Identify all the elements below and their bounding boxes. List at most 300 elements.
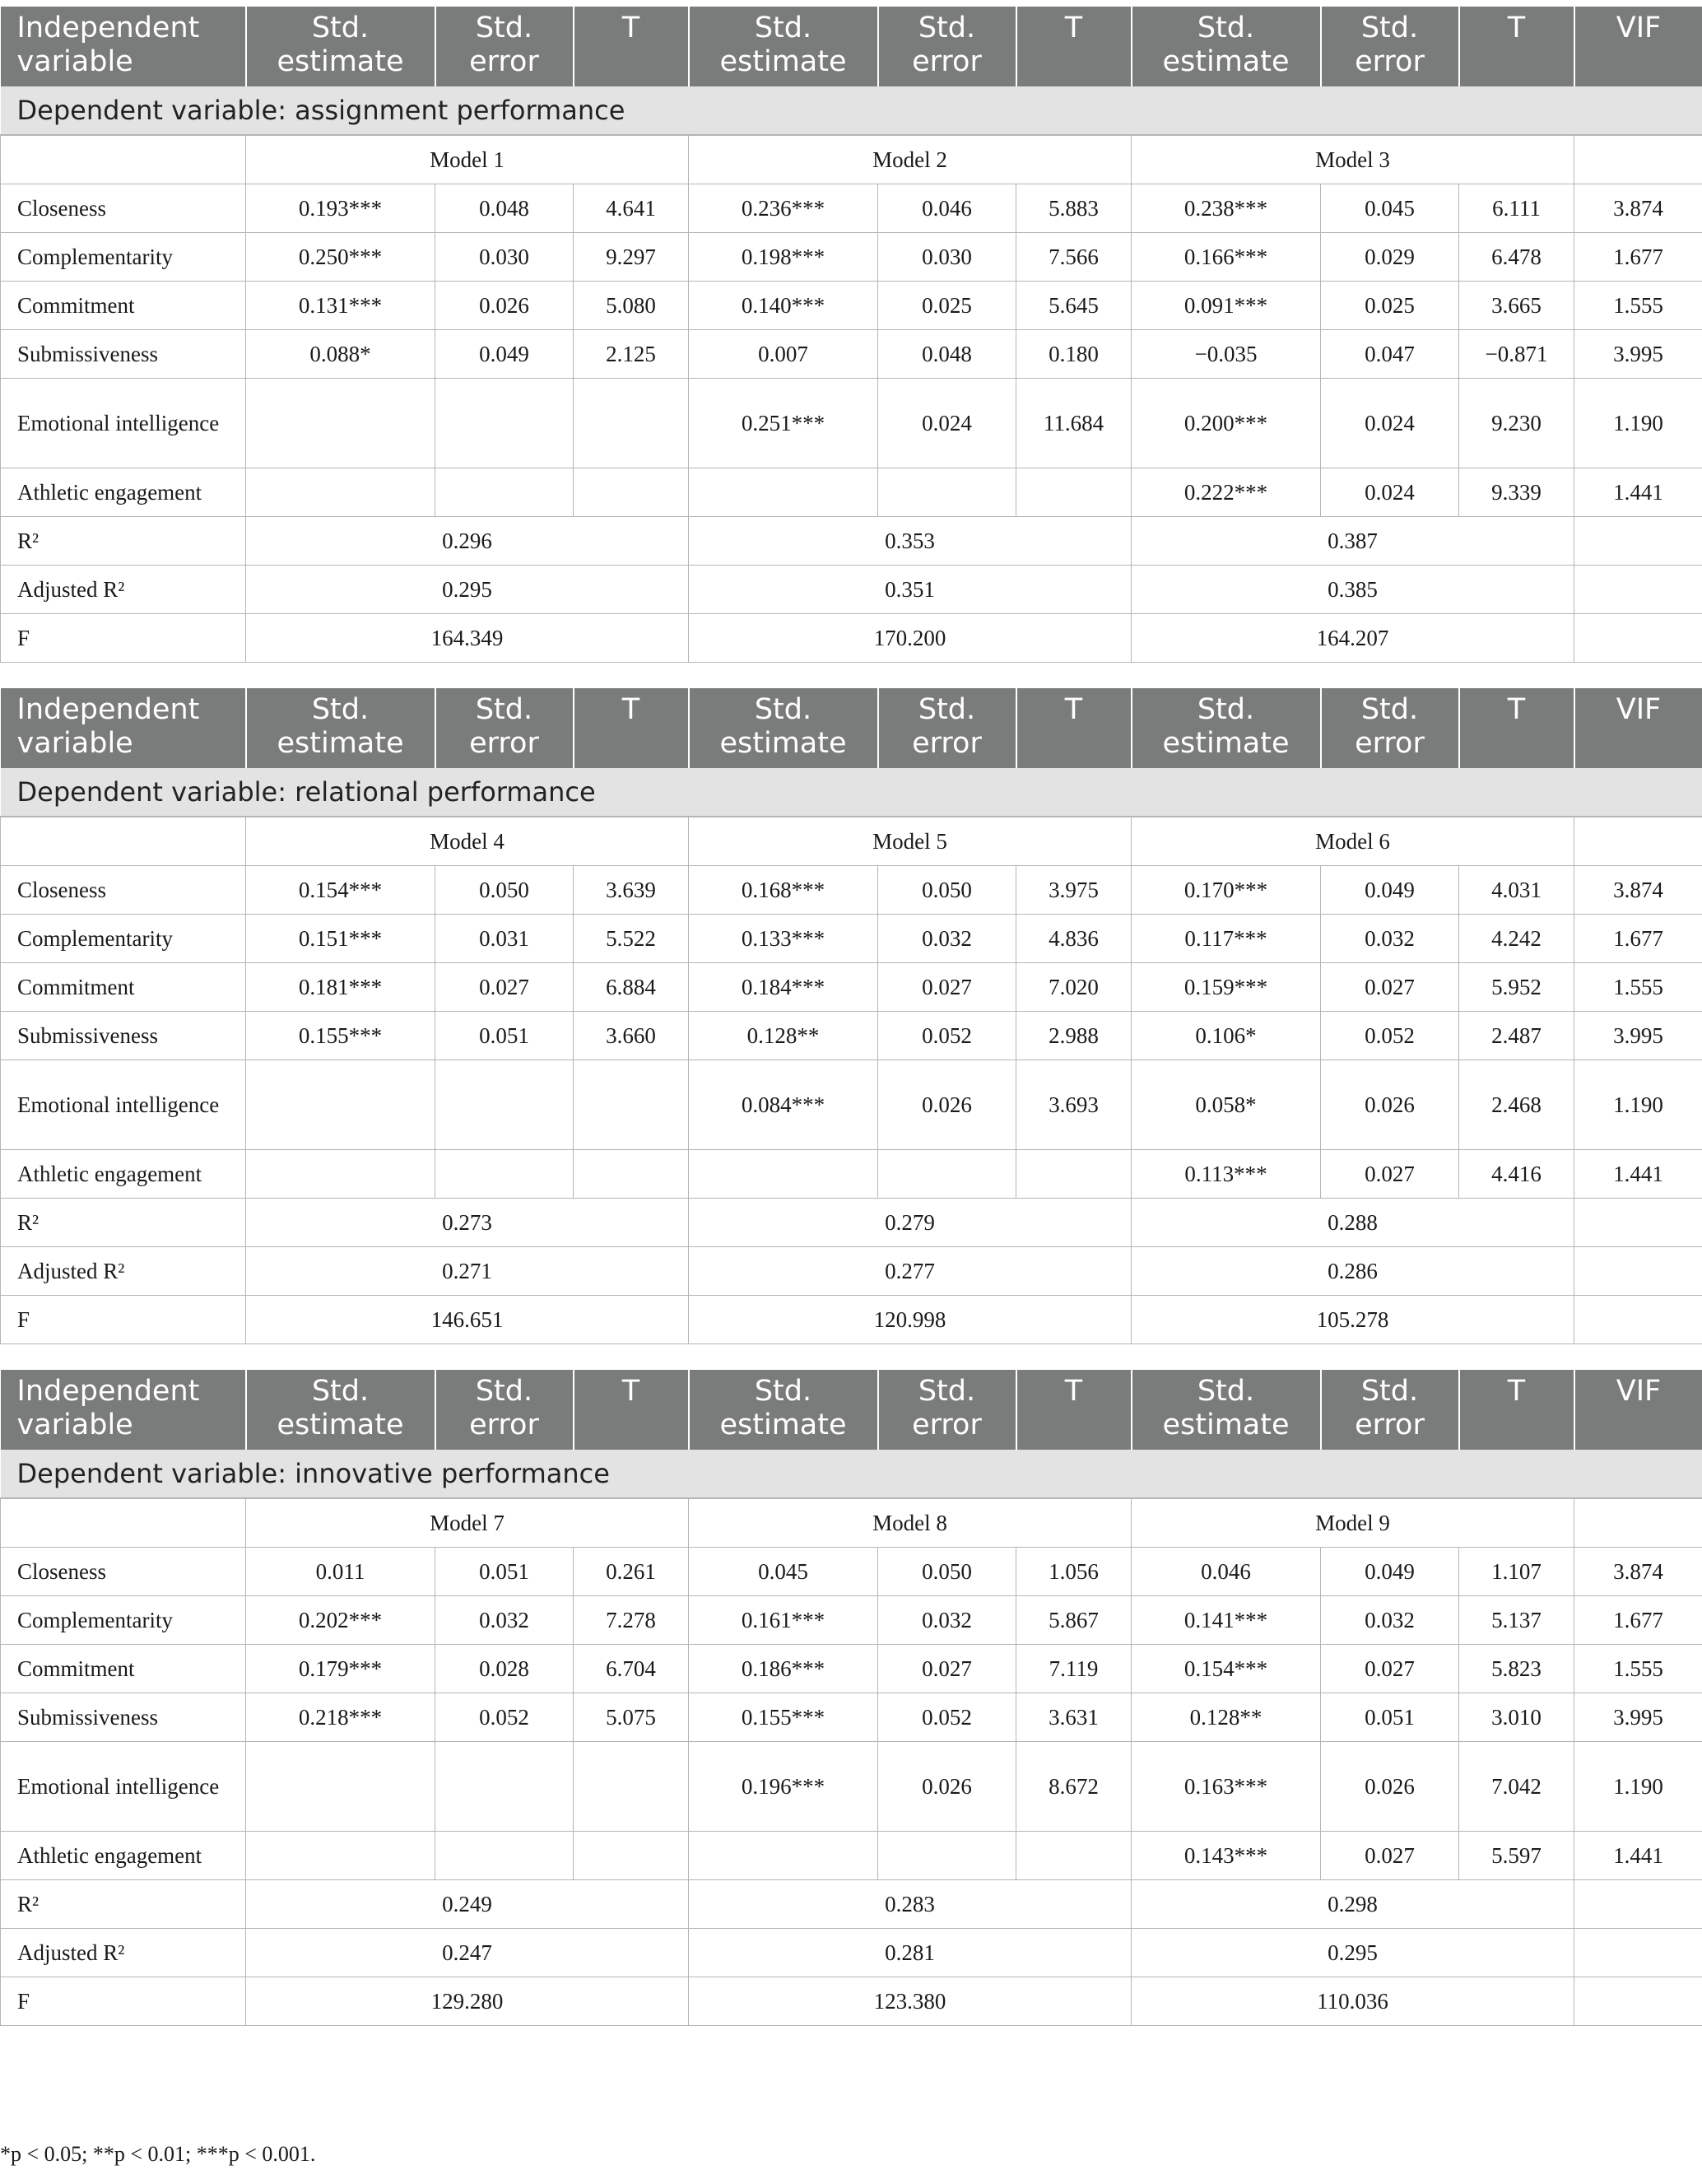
table-cell [246,1832,435,1880]
table-cell: 0.154*** [1132,1645,1321,1693]
table-cell: 7.020 [1016,963,1132,1012]
table-cell: 1.190 [1574,1742,1702,1832]
table-cell: 0.106* [1132,1012,1321,1060]
table-cell: 1.677 [1574,915,1702,963]
table-cell: 0.251*** [689,379,878,468]
header-row [1,1370,1702,1450]
empty-cell [1574,1929,1702,1977]
row-f [1,1977,1702,2026]
table-cell [246,1060,435,1150]
empty-cell [1574,1199,1702,1247]
table-cell: 0.155*** [689,1693,878,1742]
header-vif: VIF [1574,1370,1702,1450]
row-complementarity [1,915,1702,963]
table-cell: −0.871 [1459,330,1574,379]
table-cell [435,1150,574,1199]
table-cell [246,379,435,468]
table-cell: 0.030 [435,233,574,282]
empty-cell [1574,135,1702,184]
row-label: Adjusted R² [1,1929,246,1977]
summary-value: 129.280 [246,1977,689,2026]
table-cell: 1.190 [1574,1060,1702,1150]
row-adjusted-r2 [1,1247,1702,1296]
table-cell: 0.117*** [1132,915,1321,963]
row-label: F [1,1977,246,2026]
table-cell: 0.028 [435,1645,574,1693]
row-adjusted-r2 [1,566,1702,614]
table-cell: 3.665 [1459,282,1574,330]
row-label: Adjusted R² [1,566,246,614]
summary-value: 0.279 [689,1199,1132,1247]
model-label: Model 2 [689,135,1132,184]
table-cell: 2.988 [1016,1012,1132,1060]
model-row [1,1498,1702,1548]
table-cell: 1.190 [1574,379,1702,468]
regression-table-2 [0,688,1702,1344]
table-cell: 0.045 [1321,184,1459,233]
header-t: T [1016,688,1132,768]
table-cell: 0.084*** [689,1060,878,1150]
model-label: Model 5 [689,817,1132,866]
empty-cell [1574,1880,1702,1929]
table-cell [574,1832,689,1880]
table-cell: 5.823 [1459,1645,1574,1693]
summary-value: 123.380 [689,1977,1132,2026]
table-cell: 0.180 [1016,330,1132,379]
model-label: Model 3 [1132,135,1574,184]
table-cell: 0.048 [435,184,574,233]
row-label: Athletic engagement [1,1832,246,1880]
table-cell: 3.874 [1574,866,1702,915]
header-std-estimate: Std. estimate [689,7,878,86]
row-label: Emotional intelligence [1,1060,246,1150]
row-complementarity [1,1596,1702,1645]
row-label: Closeness [1,1548,246,1596]
summary-value: 0.298 [1132,1880,1574,1929]
table-cell: 3.995 [1574,330,1702,379]
table-cell [1016,1150,1132,1199]
table-cell: 0.048 [878,330,1016,379]
row-label: Athletic engagement [1,468,246,517]
header-std-error: Std. error [878,1370,1016,1450]
table-cell: 0.007 [689,330,878,379]
table-cell: 0.261 [574,1548,689,1596]
model-label: Model 4 [246,817,689,866]
table-cell: 4.836 [1016,915,1132,963]
table-cell: 0.168*** [689,866,878,915]
table-cell: 0.031 [435,915,574,963]
table-cell: 1.677 [1574,1596,1702,1645]
table-cell: 0.032 [1321,1596,1459,1645]
table-cell: −0.035 [1132,330,1321,379]
model-label: Model 9 [1132,1498,1574,1548]
row-label: F [1,1296,246,1344]
table-cell: 0.051 [435,1548,574,1596]
table-cell: 1.441 [1574,1832,1702,1880]
table-cell: 6.478 [1459,233,1574,282]
header-std-error: Std. error [1321,688,1459,768]
table-cell [1016,1832,1132,1880]
table-cell: 0.026 [878,1060,1016,1150]
table-cell: 0.027 [878,1645,1016,1693]
table-cell: 0.202*** [246,1596,435,1645]
row-athletic-engagement [1,1150,1702,1199]
table-cell: 7.042 [1459,1742,1574,1832]
table-cell [574,1742,689,1832]
summary-value: 0.353 [689,517,1132,566]
table-cell: 1.677 [1574,233,1702,282]
table-cell: 1.107 [1459,1548,1574,1596]
table-cell: 0.032 [878,1596,1016,1645]
table-cell: 6.884 [574,963,689,1012]
table-cell: 8.672 [1016,1742,1132,1832]
row-closeness [1,1548,1702,1596]
empty-cell [1574,1247,1702,1296]
table-cell: 0.193*** [246,184,435,233]
row-emotional-intelligence [1,379,1702,468]
table-cell [435,1742,574,1832]
table-cell: 0.026 [435,282,574,330]
table-cell: 0.128** [689,1012,878,1060]
table-cell: 3.639 [574,866,689,915]
table-cell: 4.242 [1459,915,1574,963]
table-cell [246,1742,435,1832]
table-cell: 0.029 [1321,233,1459,282]
table-cell: 0.198*** [689,233,878,282]
table-cell [689,1150,878,1199]
row-r2 [1,1199,1702,1247]
row-r2 [1,517,1702,566]
table-cell: 3.874 [1574,1548,1702,1596]
table-cell: 0.166*** [1132,233,1321,282]
summary-value: 0.277 [689,1247,1132,1296]
dependent-variable-label: Dependent variable: assignment performance [1,86,1702,135]
table-cell: 0.027 [1321,1645,1459,1693]
regression-table-1 [0,7,1702,663]
footnote-text: *p < 0.05; **p < 0.01; ***p < 0.001. [0,2142,316,2166]
table-cell: 0.179*** [246,1645,435,1693]
table-cell: 0.026 [1321,1742,1459,1832]
table-cell: 0.163*** [1132,1742,1321,1832]
table-cell: 5.867 [1016,1596,1132,1645]
table-cell: 5.645 [1016,282,1132,330]
header-vif: VIF [1574,688,1702,768]
table-cell: 5.080 [574,282,689,330]
header-t: T [574,688,689,768]
row-label: Emotional intelligence [1,379,246,468]
summary-value: 164.349 [246,614,689,663]
header-std-error: Std. error [435,1370,574,1450]
table-cell: 0.151*** [246,915,435,963]
table-cell: 1.056 [1016,1548,1132,1596]
summary-value: 0.271 [246,1247,689,1296]
empty-cell [1574,566,1702,614]
header-std-estimate: Std. estimate [689,688,878,768]
table-cell: 11.684 [1016,379,1132,468]
table-cell: 0.027 [435,963,574,1012]
table-cell: 0.047 [1321,330,1459,379]
header-std-estimate: Std. estimate [246,7,435,86]
table-cell: 0.238*** [1132,184,1321,233]
summary-value: 110.036 [1132,1977,1574,2026]
table-cell: 3.660 [574,1012,689,1060]
header-std-estimate: Std. estimate [1132,7,1321,86]
table-cell: 9.230 [1459,379,1574,468]
table-cell: 0.025 [1321,282,1459,330]
table-cell [689,1832,878,1880]
table-cell: 1.441 [1574,468,1702,517]
empty-cell [1574,614,1702,663]
header-std-error: Std. error [435,7,574,86]
table-cell [1016,468,1132,517]
row-submissiveness [1,1693,1702,1742]
model-label: Model 7 [246,1498,689,1548]
header-std-estimate: Std. estimate [246,688,435,768]
table-cell: 0.140*** [689,282,878,330]
table-cell: 0.052 [878,1012,1016,1060]
row-emotional-intelligence [1,1742,1702,1832]
row-complementarity [1,233,1702,282]
model-label: Model 1 [246,135,689,184]
table-cell: 5.883 [1016,184,1132,233]
empty-cell [1574,817,1702,866]
table-cell: 0.170*** [1132,866,1321,915]
table-cell: 5.952 [1459,963,1574,1012]
empty-cell [1,817,246,866]
row-submissiveness [1,1012,1702,1060]
table-cell: 0.141*** [1132,1596,1321,1645]
table-cell: 6.704 [574,1645,689,1693]
table-cell [246,1150,435,1199]
table-cell: 0.143*** [1132,1832,1321,1880]
significance-footnote [0,2142,315,2167]
table-cell: 2.468 [1459,1060,1574,1150]
table-cell: 0.032 [878,915,1016,963]
row-label: Closeness [1,184,246,233]
summary-value: 120.998 [689,1296,1132,1344]
table-cell [435,1832,574,1880]
header-t: T [1459,7,1574,86]
header-t: T [574,1370,689,1450]
table-cell [878,1150,1016,1199]
table-cell: 0.027 [878,963,1016,1012]
summary-value: 0.387 [1132,517,1574,566]
table-cell [574,379,689,468]
table-cell: 0.049 [435,330,574,379]
summary-value: 0.296 [246,517,689,566]
empty-cell [1574,1296,1702,1344]
model-row [1,817,1702,866]
header-std-error: Std. error [878,688,1016,768]
model-label: Model 6 [1132,817,1574,866]
header-row [1,688,1702,768]
header-t: T [574,7,689,86]
table-cell: 5.075 [574,1693,689,1742]
table-cell: 0.030 [878,233,1016,282]
summary-value: 0.273 [246,1199,689,1247]
row-closeness [1,866,1702,915]
row-athletic-engagement [1,1832,1702,1880]
table-cell: 1.555 [1574,282,1702,330]
table-cell: 0.032 [435,1596,574,1645]
table-cell: 6.111 [1459,184,1574,233]
header-vif: VIF [1574,7,1702,86]
row-commitment [1,963,1702,1012]
table-cell: 0.051 [435,1012,574,1060]
table-cell: 0.027 [1321,963,1459,1012]
row-label: R² [1,517,246,566]
table-cell: 0.131*** [246,282,435,330]
regression-results [0,7,1702,2026]
header-std-error: Std. error [435,688,574,768]
row-label: Commitment [1,963,246,1012]
summary-value: 0.295 [246,566,689,614]
table-cell: 0.250*** [246,233,435,282]
table-cell: 0.196*** [689,1742,878,1832]
table-cell: 5.137 [1459,1596,1574,1645]
row-label: Commitment [1,1645,246,1693]
table-cell: 5.597 [1459,1832,1574,1880]
table-cell: 0.046 [878,184,1016,233]
table-cell: 3.693 [1016,1060,1132,1150]
regression-table-3 [0,1370,1702,2026]
dependent-variable-label: Dependent variable: relational performance [1,768,1702,817]
table-cell [435,468,574,517]
table-cell: 5.522 [574,915,689,963]
table-cell [574,1150,689,1199]
header-std-estimate: Std. estimate [1132,688,1321,768]
row-label: Complementarity [1,1596,246,1645]
dependent-variable-row [1,768,1702,817]
table-cell: 9.297 [574,233,689,282]
row-label: Complementarity [1,915,246,963]
row-label: R² [1,1199,246,1247]
table-cell: 3.975 [1016,866,1132,915]
table-cell: 0.133*** [689,915,878,963]
row-label: Athletic engagement [1,1150,246,1199]
row-label: Adjusted R² [1,1247,246,1296]
row-label: Complementarity [1,233,246,282]
row-label: F [1,614,246,663]
row-f [1,614,1702,663]
summary-value: 170.200 [689,614,1132,663]
table-cell: 0.218*** [246,1693,435,1742]
row-athletic-engagement [1,468,1702,517]
row-emotional-intelligence [1,1060,1702,1150]
table-cell: 1.441 [1574,1150,1702,1199]
header-std-error: Std. error [878,7,1016,86]
table-cell: 7.119 [1016,1645,1132,1693]
header-independent-variable: Independent variable [1,1370,246,1450]
table-cell: 0.184*** [689,963,878,1012]
table-cell: 0.027 [1321,1150,1459,1199]
table-cell: 0.024 [878,379,1016,468]
table-cell: 3.010 [1459,1693,1574,1742]
table-cell: 0.155*** [246,1012,435,1060]
header-t: T [1016,7,1132,86]
table-cell: 3.995 [1574,1693,1702,1742]
row-closeness [1,184,1702,233]
row-label: Submissiveness [1,1012,246,1060]
dependent-variable-row [1,86,1702,135]
table-cell: 0.045 [689,1548,878,1596]
table-cell: 1.555 [1574,963,1702,1012]
table-cell: 0.186*** [689,1645,878,1693]
table-cell: 0.026 [878,1742,1016,1832]
table-cell: 0.113*** [1132,1150,1321,1199]
table-cell [689,468,878,517]
summary-value: 164.207 [1132,614,1574,663]
table-cell: 0.052 [1321,1012,1459,1060]
row-submissiveness [1,330,1702,379]
table-cell: 0.222*** [1132,468,1321,517]
panel-gap [0,663,1702,688]
table-cell: 0.058* [1132,1060,1321,1150]
table-cell [878,1832,1016,1880]
row-label: Emotional intelligence [1,1742,246,1832]
header-std-error: Std. error [1321,1370,1459,1450]
header-independent-variable: Independent variable [1,7,246,86]
header-t: T [1459,688,1574,768]
summary-value: 0.283 [689,1880,1132,1929]
header-std-estimate: Std. estimate [1132,1370,1321,1450]
summary-value: 0.281 [689,1929,1132,1977]
table-cell: 0.181*** [246,963,435,1012]
row-r2 [1,1880,1702,1929]
panel-gap [0,1344,1702,1370]
summary-value: 0.247 [246,1929,689,1977]
summary-value: 105.278 [1132,1296,1574,1344]
model-row [1,135,1702,184]
table-cell: 3.874 [1574,184,1702,233]
table-cell: 4.641 [574,184,689,233]
model-label: Model 8 [689,1498,1132,1548]
table-cell [435,379,574,468]
table-cell [435,1060,574,1150]
table-cell: 0.088* [246,330,435,379]
header-std-error: Std. error [1321,7,1459,86]
table-cell: 7.566 [1016,233,1132,282]
summary-value: 0.385 [1132,566,1574,614]
table-cell: 7.278 [574,1596,689,1645]
table-cell: 0.052 [435,1693,574,1742]
row-f [1,1296,1702,1344]
table-cell: 0.052 [878,1693,1016,1742]
empty-cell [1574,517,1702,566]
row-label: R² [1,1880,246,1929]
table-cell: 0.128** [1132,1693,1321,1742]
header-t: T [1459,1370,1574,1450]
header-independent-variable: Independent variable [1,688,246,768]
summary-value: 0.249 [246,1880,689,1929]
summary-value: 146.651 [246,1296,689,1344]
table-cell: 2.125 [574,330,689,379]
table-cell: 0.026 [1321,1060,1459,1150]
table-cell: 0.050 [878,866,1016,915]
table-cell: 0.032 [1321,915,1459,963]
table-cell: 1.555 [1574,1645,1702,1693]
table-cell [246,468,435,517]
row-commitment [1,1645,1702,1693]
table-cell: 0.025 [878,282,1016,330]
empty-cell [1574,1977,1702,2026]
table-cell: 9.339 [1459,468,1574,517]
row-label: Submissiveness [1,1693,246,1742]
header-t: T [1016,1370,1132,1450]
row-adjusted-r2 [1,1929,1702,1977]
table-cell: 0.011 [246,1548,435,1596]
header-row [1,7,1702,86]
